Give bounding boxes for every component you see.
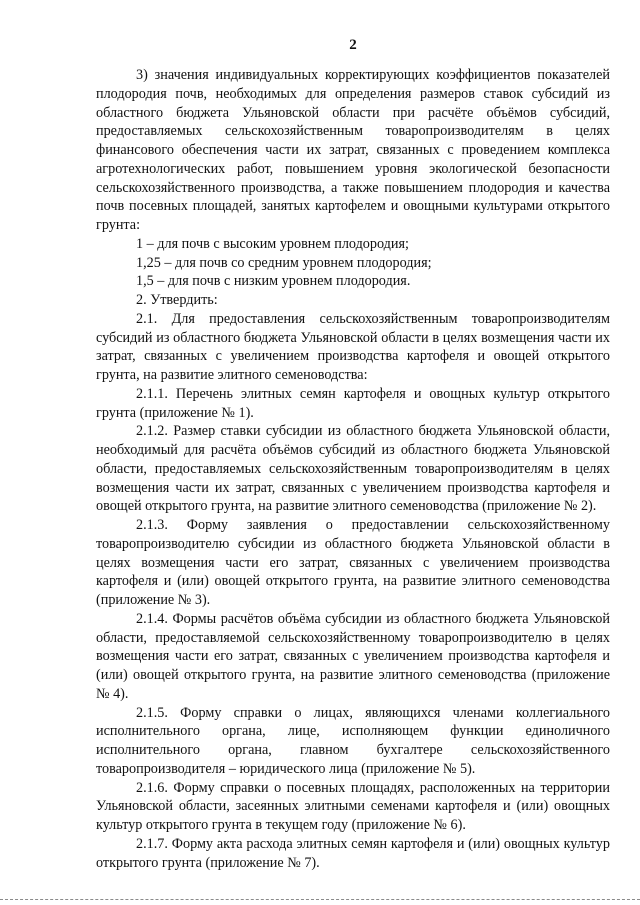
document-page bbox=[96, 36, 610, 872]
paragraph-2-1-5: 2.1.5. Форму справки о лицах, являющихся членами коллегиального исполнительного органа, лице, исполняющем функции единоличного исполнительного органа, главном бухгалтере сельскохозяйственного товаропроизводителя – юридического лица (приложение № 5). bbox=[96, 704, 610, 777]
paragraph-2-1-7: 2.1.7. Форму акта расхода элитных семян картофеля и (или) овощных культур открытого грунта (приложение № 7). bbox=[96, 835, 610, 871]
paragraph-item-3: 3) значения индивидуальных корректирующих коэффициентов показателей плодородия почв, необходимых для определения размеров ставок субсидий из областного бюджета Ульяновской области при расчёте объёмов субсидий, предоставляемых сельскохозяйственным товаропроизводителям в целях финансового обеспечения части их затрат, связанных с проведением комплекса агротехнологических работ, повышением уровня экологической безопасности сельскохозяйственного производства, а также повышением плодородия и качества почв посевных площадей, занятых картофелем и овощными культурами открытого грунта: bbox=[96, 67, 610, 233]
paragraph-2-1-6: 2.1.6. Форму справки о посевных площадях, расположенных на территории Ульяновской области, засеянных элитными семенами картофеля и (или) овощных культур открытого грунта в текущем году (приложение № 6). bbox=[96, 779, 610, 833]
coefficient-high: 1 – для почв с высоким уровнем плодородия; bbox=[136, 235, 409, 252]
paragraph-2-1-1: 2.1.1. Перечень элитных семян картофеля и овощных культур открытого грунта (приложение № 1). bbox=[96, 385, 610, 421]
coefficient-low: 1,5 – для почв с низким уровнем плодородия. bbox=[136, 273, 411, 290]
paragraph-2-1-2: 2.1.2. Размер ставки субсидии из областного бюджета Ульяновской области, необходимый для расчёта объёмов субсидий из областного бюджета Ульяновской области, предоставляемых сельскохозяйственным товаропроизводителям в целях возмещения части их затрат, связанных с увеличением производства картофеля и овощей открытого грунта, на развитие элитного семеноводства (приложение № 2). bbox=[96, 423, 610, 515]
scan-footer-divider bbox=[0, 899, 640, 901]
paragraph-approve: 2. Утвердить: bbox=[136, 292, 218, 308]
paragraph-2-1: 2.1. Для предоставления сельскохозяйственным товаропроизводителям субсидий из областного бюджета Ульяновской области в целях возмещения части их затрат, связанных с увеличением производства картофеля и овощей открытого грунта, на развитие элитного семеноводства: bbox=[96, 310, 610, 383]
paragraph-2-1-4: 2.1.4. Формы расчётов объёма субсидии из областного бюджета Ульяновской области, предоставляемой сельскохозяйственному товаропроизводителю в целях возмещения части его затрат, связанных с увеличением производства картофеля и (или) овощей открытого грунта, на развитие элитного семеноводства (приложение № 4). bbox=[96, 610, 610, 702]
paragraph-2-1-3: 2.1.3. Форму заявления о предоставлении сельскохозяйственному товаропроизводителю субсидии из областного бюджета Ульяновской области в целях возмещения части его затрат, связанных с увеличением производства картофеля и (или) овощей открытого грунта, на развитие элитного семеноводства (приложение № 3). bbox=[96, 517, 610, 608]
page-number: 2 bbox=[349, 37, 357, 53]
coefficient-medium: 1,25 – для почв со средним уровнем плодородия; bbox=[136, 254, 432, 271]
